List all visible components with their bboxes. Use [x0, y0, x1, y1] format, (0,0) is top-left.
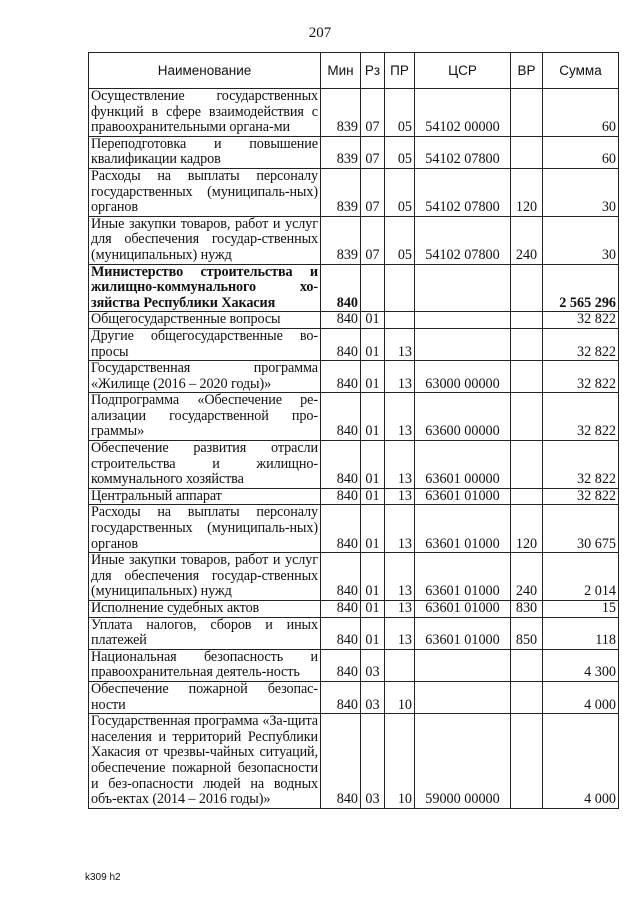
cell-csr: 63000 00000	[415, 361, 511, 393]
cell-pr	[385, 649, 415, 681]
cell-sum: 4 000	[543, 714, 619, 809]
cell-name: Министерство строительства и жилищно-коммунального хо-зяйства Республики Хакасия	[89, 264, 321, 312]
cell-vr	[511, 89, 543, 137]
cell-sum: 30	[543, 168, 619, 216]
cell-csr: 63600 00000	[415, 393, 511, 441]
cell-sum: 4 300	[543, 649, 619, 681]
cell-vr	[511, 361, 543, 393]
cell-rz: 01	[361, 312, 385, 329]
cell-sum: 32 822	[543, 361, 619, 393]
cell-rz: 07	[361, 136, 385, 168]
table-row	[89, 441, 619, 489]
table-row	[89, 488, 619, 505]
table-row	[89, 216, 619, 264]
cell-vr	[511, 393, 543, 441]
cell-rz: 01	[361, 488, 385, 505]
cell-name: Другие общегосударственные во-просы	[89, 328, 321, 360]
cell-sum: 15	[543, 601, 619, 618]
table-row	[89, 361, 619, 393]
cell-vr: 120	[511, 168, 543, 216]
cell-vr	[511, 649, 543, 681]
cell-rz: 01	[361, 393, 385, 441]
cell-csr: 59000 00000	[415, 714, 511, 809]
cell-min: 839	[321, 136, 361, 168]
cell-name: Исполнение судебных актов	[89, 601, 321, 618]
table-row	[89, 328, 619, 360]
column-header-min: Мин	[321, 53, 361, 89]
cell-min: 840	[321, 649, 361, 681]
cell-name: Переподготовка и повышение квалификации кадров	[89, 136, 321, 168]
cell-vr	[511, 312, 543, 329]
cell-rz: 01	[361, 361, 385, 393]
cell-name: Национальная безопасность и правоохранительная деятель-ность	[89, 649, 321, 681]
cell-rz: 07	[361, 168, 385, 216]
cell-sum: 2 014	[543, 553, 619, 601]
cell-vr	[511, 136, 543, 168]
cell-min: 840	[321, 441, 361, 489]
cell-pr	[385, 264, 415, 312]
cell-pr: 13	[385, 553, 415, 601]
cell-rz: 03	[361, 681, 385, 713]
cell-name: Расходы на выплаты персоналу государственных (муниципаль-ных) органов	[89, 505, 321, 553]
cell-sum: 32 822	[543, 312, 619, 329]
table-header-row	[89, 53, 619, 89]
cell-min: 840	[321, 393, 361, 441]
cell-min: 840	[321, 681, 361, 713]
cell-csr	[415, 649, 511, 681]
cell-csr: 63601 01000	[415, 553, 511, 601]
table-row	[89, 312, 619, 329]
cell-min: 840	[321, 714, 361, 809]
cell-min: 840	[321, 361, 361, 393]
cell-csr: 54102 07800	[415, 168, 511, 216]
cell-name: Государственная программа «Жилище (2016 – 2020 годы)»	[89, 361, 321, 393]
cell-vr	[511, 264, 543, 312]
cell-rz: 03	[361, 714, 385, 809]
cell-rz	[361, 264, 385, 312]
cell-name: Уплата налогов, сборов и иных платежей	[89, 617, 321, 649]
cell-vr: 830	[511, 601, 543, 618]
cell-pr: 13	[385, 601, 415, 618]
cell-pr: 13	[385, 393, 415, 441]
table-row	[89, 601, 619, 618]
cell-csr: 63601 01000	[415, 617, 511, 649]
cell-csr: 54102 07800	[415, 216, 511, 264]
cell-name: Иные закупки товаров, работ и услуг для обеспечения государ-ственных (муниципальных) нужд	[89, 553, 321, 601]
cell-csr: 63601 01000	[415, 601, 511, 618]
cell-name: Государственная программа «За-щита населения и территорий Республики Хакасия от чрезвы-чайных ситуаций, обеспечение пожарной безопасности и без-опасности людей на водных объ-ектах (2014 – 2016 годы)»	[89, 714, 321, 809]
cell-min: 840	[321, 505, 361, 553]
table-row	[89, 264, 619, 312]
cell-min: 840	[321, 264, 361, 312]
column-header-pr: ПР	[385, 53, 415, 89]
column-header-sum: Сумма	[543, 53, 619, 89]
cell-rz: 07	[361, 216, 385, 264]
cell-name: Обеспечение пожарной безопас-ности	[89, 681, 321, 713]
cell-pr: 10	[385, 714, 415, 809]
budget-table	[88, 52, 619, 809]
cell-csr: 63601 01000	[415, 488, 511, 505]
cell-vr	[511, 681, 543, 713]
cell-vr	[511, 441, 543, 489]
cell-sum: 60	[543, 136, 619, 168]
cell-pr: 05	[385, 89, 415, 137]
cell-sum: 30	[543, 216, 619, 264]
cell-sum: 118	[543, 617, 619, 649]
cell-pr: 13	[385, 361, 415, 393]
cell-csr: 63601 00000	[415, 441, 511, 489]
cell-csr	[415, 681, 511, 713]
cell-rz: 07	[361, 89, 385, 137]
column-header-csr: ЦСР	[415, 53, 511, 89]
cell-min: 839	[321, 89, 361, 137]
column-header-name: Наименование	[89, 53, 321, 89]
table-row	[89, 393, 619, 441]
cell-min: 840	[321, 553, 361, 601]
cell-vr: 850	[511, 617, 543, 649]
cell-name: Центральный аппарат	[89, 488, 321, 505]
cell-csr: 54102 07800	[415, 136, 511, 168]
cell-vr	[511, 328, 543, 360]
table-row	[89, 649, 619, 681]
cell-pr: 13	[385, 441, 415, 489]
cell-vr	[511, 488, 543, 505]
footer-code: k309 h2	[85, 872, 121, 883]
table-row	[89, 505, 619, 553]
cell-vr: 240	[511, 216, 543, 264]
cell-pr: 13	[385, 488, 415, 505]
cell-min: 840	[321, 312, 361, 329]
cell-sum: 2 565 296	[543, 264, 619, 312]
cell-pr	[385, 312, 415, 329]
cell-csr	[415, 328, 511, 360]
cell-sum: 60	[543, 89, 619, 137]
cell-pr: 05	[385, 216, 415, 264]
cell-name: Обеспечение развития отрасли строительства и жилищно-коммунального хозяйства	[89, 441, 321, 489]
cell-pr: 13	[385, 328, 415, 360]
cell-csr: 54102 00000	[415, 89, 511, 137]
cell-csr	[415, 312, 511, 329]
cell-rz: 03	[361, 649, 385, 681]
column-header-vr: ВР	[511, 53, 543, 89]
cell-rz: 01	[361, 505, 385, 553]
table-row	[89, 136, 619, 168]
table-row	[89, 89, 619, 137]
cell-rz: 01	[361, 601, 385, 618]
cell-name: Расходы на выплаты персоналу государственных (муниципаль-ных) органов	[89, 168, 321, 216]
cell-pr: 13	[385, 617, 415, 649]
cell-vr: 240	[511, 553, 543, 601]
cell-sum: 4 000	[543, 681, 619, 713]
cell-pr: 05	[385, 136, 415, 168]
cell-min: 839	[321, 216, 361, 264]
cell-vr: 120	[511, 505, 543, 553]
cell-sum: 30 675	[543, 505, 619, 553]
cell-pr: 05	[385, 168, 415, 216]
cell-pr: 13	[385, 505, 415, 553]
cell-sum: 32 822	[543, 441, 619, 489]
table-row	[89, 553, 619, 601]
cell-rz: 01	[361, 553, 385, 601]
cell-min: 839	[321, 168, 361, 216]
cell-name: Подпрограмма «Обеспечение ре-ализации государственной про-граммы»	[89, 393, 321, 441]
table-row	[89, 714, 619, 809]
cell-min: 840	[321, 488, 361, 505]
column-header-rz: Рз	[361, 53, 385, 89]
cell-rz: 01	[361, 441, 385, 489]
cell-csr	[415, 264, 511, 312]
cell-name: Иные закупки товаров, работ и услуг для обеспечения государ-ственных (муниципальных) нужд	[89, 216, 321, 264]
page-number: 207	[308, 25, 332, 41]
cell-rz: 01	[361, 617, 385, 649]
cell-rz: 01	[361, 328, 385, 360]
cell-csr: 63601 01000	[415, 505, 511, 553]
cell-min: 840	[321, 601, 361, 618]
table-row	[89, 617, 619, 649]
cell-sum: 32 822	[543, 328, 619, 360]
cell-vr	[511, 714, 543, 809]
cell-min: 840	[321, 328, 361, 360]
cell-sum: 32 822	[543, 488, 619, 505]
table-row	[89, 681, 619, 713]
table-row	[89, 168, 619, 216]
table-body	[89, 89, 619, 809]
cell-pr: 10	[385, 681, 415, 713]
cell-sum: 32 822	[543, 393, 619, 441]
cell-name: Общегосударственные вопросы	[89, 312, 321, 329]
cell-min: 840	[321, 617, 361, 649]
cell-name: Осуществление государственных функций в сфере взаимодействия с правоохранительными органа-ми	[89, 89, 321, 137]
